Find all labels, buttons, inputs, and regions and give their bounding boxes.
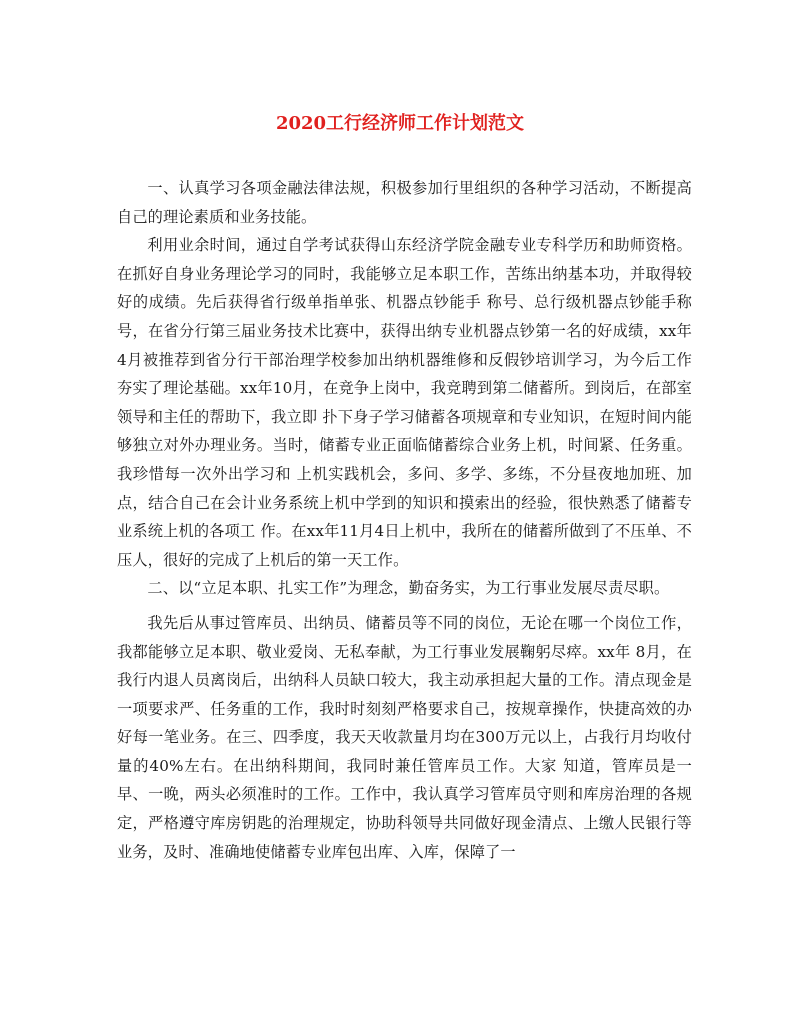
paragraph-study-experience: 利用业余时间，通过自学考试获得山东经济学院金融专业专科学历和助师资格。在抓好自身业务理论学习的同时，我能够立足本职工作，苦练出纳基本功，并取得较好的成绩。先后获得省行级单指单张、机器点钞能手 称号、总行级机器点钞能手称号，在省分行第三届业务技术比赛中，获得出纳专业机器点钞第一名的好成绩，xx年4月被推荐到省分行干部治理学校参加出纳机器维修和反假钞培训学习，为今后工作夯实了理论基础。xx年10月，在竞争上岗中，我竞聘到第二储蓄所。到岗后，在部室领导和主任的帮助下，我立即 扑下身子学习储蓄各项规章和专业知识，在短时间内能够独立对外办理业务。当时，储蓄专业正面临储蓄综合业务上机，时间紧、任务重。我珍惜每一次外出学习和 上机实践机会，多问、多学、多练，不分昼夜地加班、加点，结合自己在会计业务系统上机中学到的知识和摸索出的经验，很快熟悉了储蓄专业系统上机的各项工 作。在xx年11月4日上机中，我所在的储蓄所做到了不压单、不压人，很好的完成了上机后的第一天工作。: [117, 236, 692, 569]
paragraph-section-two: 二、以“立足本职、扎实工作”为理念，勤奋务实，为工行事业发展尽责尽职。: [147, 579, 670, 598]
paragraph-section-one: 一、认真学习各项金融法律法规，积极参加行里组织的各种学习活动，不断提高自己的理论素质和业务技能。: [117, 179, 692, 226]
document-title: 2020工行经济师工作计划范文: [275, 113, 525, 134]
document-body: [117, 174, 692, 866]
paragraph-work-experience: 我先后从事过管库员、出纳员、储蓄员等不同的岗位，无论在哪一个岗位工作，我都能够立足本职、敬业爱岗、无私奉献，为工行事业发展鞠躬尽瘁。xx年 8月，在我行内退人员离岗后，出纳科人员缺口较大，我主动承担起大量的工作。清点现金是一项要求严、任务重的工作，我时时刻刻严格要求自己，按规章操作，快捷高效的办好每一笔业务。在三、四季度，我天天收款量月均在300万元以上，占我行月均收付量的40%左右。在出纳科期间，我同时兼任管库员工作。大家 知道，管库员是一早、一晚，两头必须准时的工作。工作中，我认真学习管库员守则和库房治理的各规定，严格遵守库房钥匙的治理规定，协助科领导共同做好现金清点、上缴人民银行等业务，及时、准确地使储蓄专业库包出库、入库，保障了一: [117, 613, 692, 861]
